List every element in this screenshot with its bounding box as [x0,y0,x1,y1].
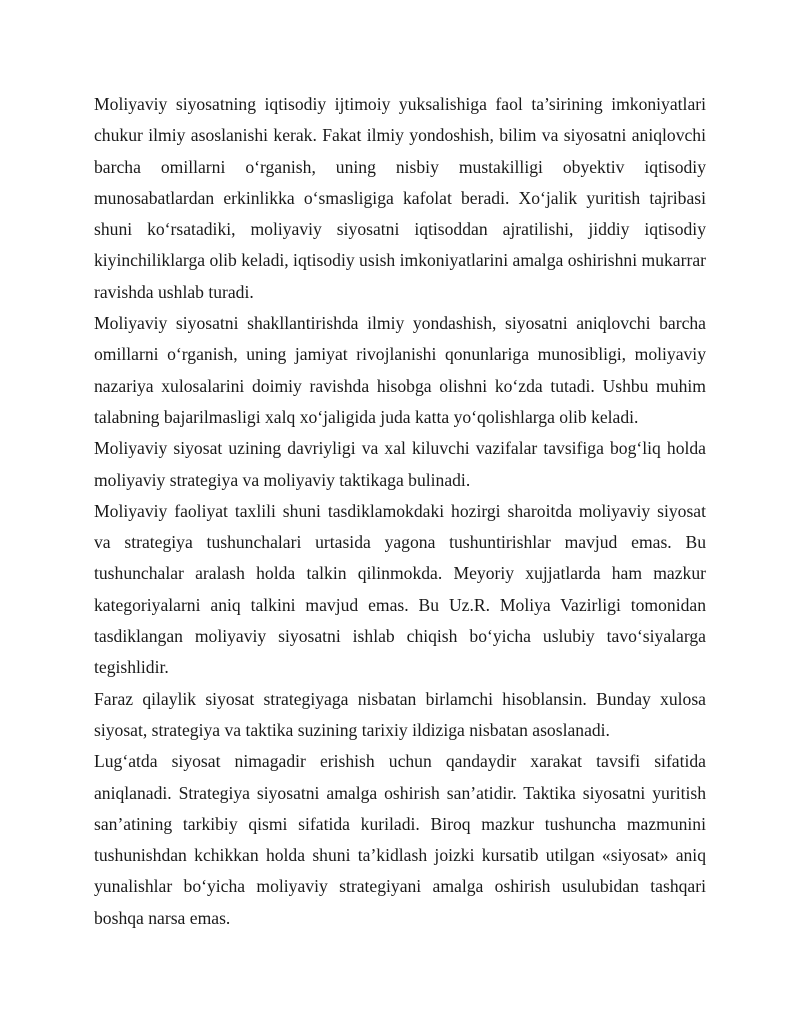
paragraph-5: Faraz qilaylik siyosat strategiyaga nisbatan birlamchi hisoblansin. Bunday xulosa siyosat, strategiya va taktika suzining tarixiy ildiziga nisbatan asoslanadi. [94,688,706,740]
paragraph-3: Moliyaviy siyosat uzining davriyligi va xal kiluvchi vazifalar tavsifiga bog‘liq holda moliyaviy strategiya va moliyaviy taktikaga bulinadi. [94,438,706,490]
paragraph-4: Moliyaviy faoliyat taxlili shuni tasdiklamokdaki hozirgi sharoitda moliyaviy siyosat va strategiya tushunchalari urtasida yagona tushuntirishlar mavjud emas. Bu tushunchalar aralash holda talkin qilinmokda. Meyoriy xujjatlarda ham mazkur kategoriyalarni aniq talkini mavjud emas. Bu Uz.R. Moliya Vazirligi tomonidan tasdiklangan moliyaviy siyosatni ishlab chiqish bo‘yicha uslubiy tavo‘siyalarga tegishlidir. [94,500,706,678]
paragraph-1: Moliyaviy siyosatning iqtisodiy ijtimoiy yuksalishiga faol ta’sirining imkoniyatlari chukur ilmiy asoslanishi kerak. Fakat ilmiy yondoshish, bilim va siyosatni aniqlovchi barcha omillarni o‘rganish, uning nisbiy mustakilligi obyektiv iqtisodiy munosabatlardan erkinlikka o‘smasligiga kafolat beradi. Xo‘jalik yuritish tajribasi shuni ko‘rsatadiki, moliyaviy siyosatni iqtisoddan ajratilishi, jiddiy iqtisodiy kiyinchiliklarga olib keladi, iqtisodiy usish imkoniyatlarini amalga oshirishni mukarrar ravishda ushlab turadi. [94,94,706,302]
paragraph-6: Lug‘atda siyosat nimagadir erishish uchun qandaydir xarakat tavsifi sifatida aniqlanadi. Strategiya siyosatni amalga oshirish san’atidir. Taktika siyosatni yuritish san’atining tarkibiy qismi sifatida kuriladi. Biroq mazkur tushuncha mazmunini tushunishdan kchikkan holda shuni ta’kidlash joizki kursatib utilgan «siyosat» aniq yunalishlar bo‘yicha moliyaviy strategiyani amalga oshirish usulubidan tashqari boshqa narsa emas. [94,751,706,928]
document-page [94,89,706,934]
paragraph-2: Moliyaviy siyosatni shakllantirishda ilmiy yondashish, siyosatni aniqlovchi barcha omillarni o‘rganish, uning jamiyat rivojlanishi qonunlariga munosibligi, moliyaviy nazariya xulosalarini doimiy ravishda hisobga olishni ko‘zda tutadi. Ushbu muhim talabning bajarilmasligi xalq xo‘jaligida juda katta yo‘qolishlarga olib keladi. [94,313,706,427]
